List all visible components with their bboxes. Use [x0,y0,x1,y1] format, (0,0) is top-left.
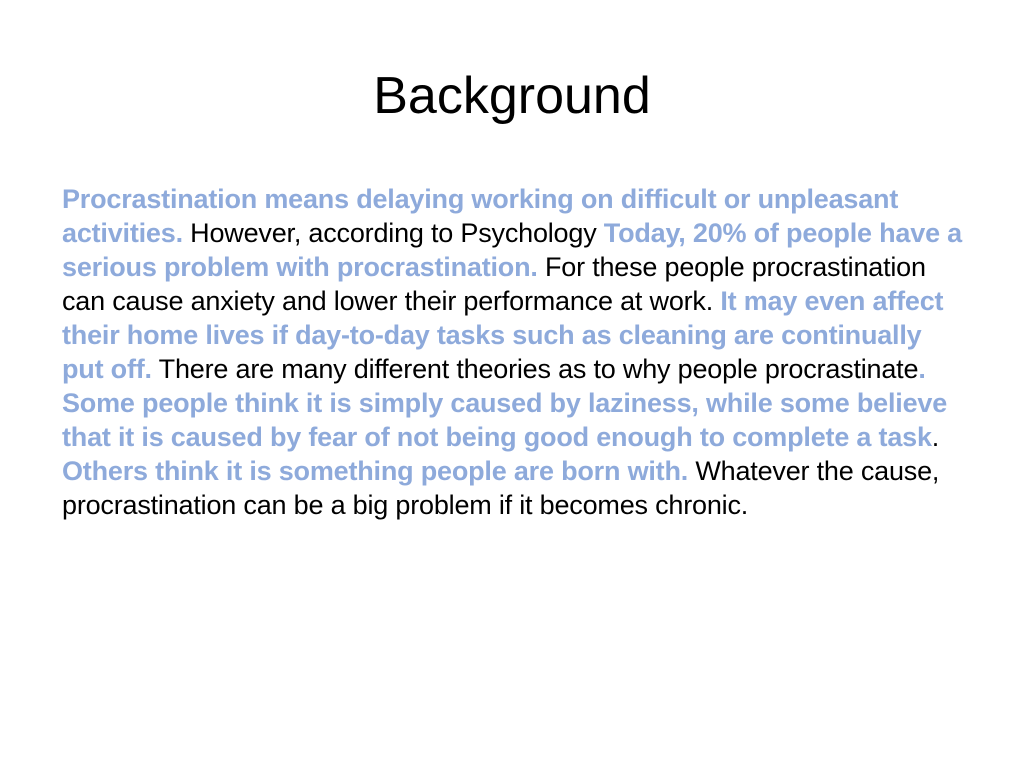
slide-title: Background [373,67,651,125]
text-run-emphasis: Procrastination means delaying working on difficult or unpleasant activities. [62,184,899,248]
text-run: . [931,422,940,452]
body-paragraph [62,182,962,522]
text-run-emphasis: It may even affect their home lives if day-to-day tasks such as cleaning are continually put off. [62,286,944,384]
text-run: There are many different theories as to why people procrastinate [151,354,919,384]
text-run-emphasis: Today, 20% of people have a serious problem with procrastination. [62,218,963,282]
text-run: However, according to Psychology [182,218,604,248]
text-run: For these people procrastination can cause anxiety and lower their performance at work. [62,252,926,316]
text-run-emphasis: . Some people think it is simply caused by laziness, while some believe that it is caused by fear of not being good enough to complete a task [62,354,948,452]
text-run-emphasis: Others think it is something people are born with. [62,456,689,486]
text-run: Whatever the cause, procrastination can be a big problem if it becomes chronic. [62,456,940,520]
